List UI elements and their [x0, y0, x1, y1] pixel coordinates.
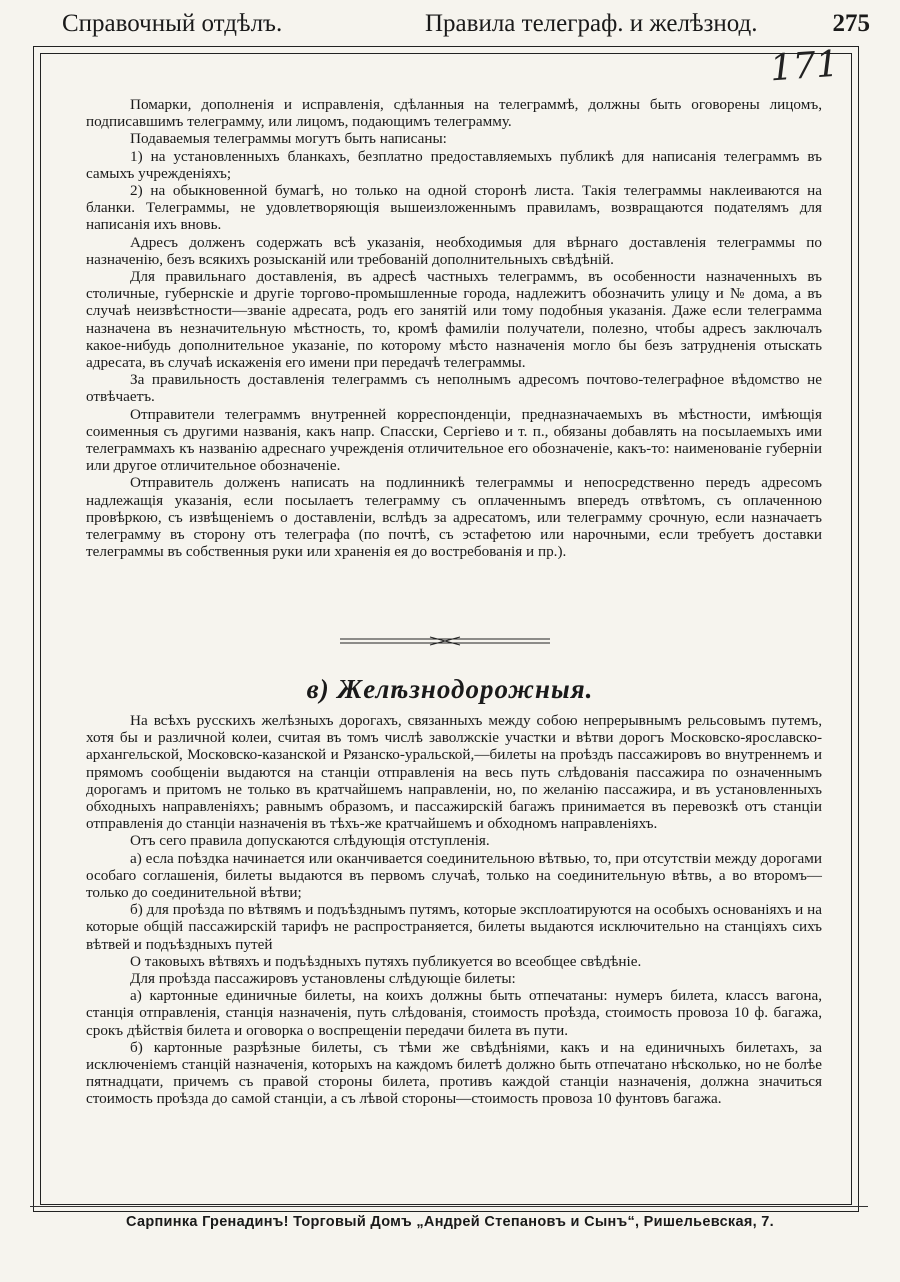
paragraph: Отправители телеграммъ внутренней корреспонденціи, предназначаемыхъ въ мѣстности, имѣющія соименныя съ другими названія, какъ напр. Спасски, Сергіево и т. п., обязаны добавлять на посылаемыхъ ими телеграммахъ къ названію адреснаго учрежденія отличительное его обозначеніе, какъ-то: наименованіе губерніи или другое отличительное обозначеніе.	[86, 405, 822, 475]
advertisement-footer: Сарпинка Гренадинъ! Торговый Домъ „Андрей Степановъ и Сынъ“, Ришельевская, 7.	[126, 1214, 774, 1230]
paragraph: 2) на обыкновенной бумагѣ, но только на одной сторонѣ листа. Такія телеграммы наклеиваются на бланки. Телеграммы, не удовлетворяющія вышеизложеннымъ правиламъ, возвращаются подателямъ для написанія ихъ вновь.	[86, 182, 822, 234]
paragraph: За правильность доставленія телеграммъ съ неполнымъ адресомъ почтово-телеграфное вѣдомство не отвѣчаетъ.	[86, 371, 822, 406]
running-head-right: Правила телеграф. и желѣзнод.	[425, 10, 758, 37]
running-head-left: Справочный отдѣлъ.	[62, 10, 283, 37]
section-title-railway: в) Желѣзнодорожныя.	[306, 674, 594, 704]
bottom-rule	[30, 1206, 868, 1207]
paragraph: О таковыхъ вѣтвяхъ и подъѣздныхъ путяхъ публикуется во всеобщее свѣдѣніе.	[130, 952, 642, 970]
handwritten-folio-mark: 171	[768, 43, 841, 90]
paragraph: Подаваемыя телеграммы могутъ быть написаны:	[130, 130, 447, 148]
paragraph: Помарки, дополненія и исправленія, сдѣланныя на телеграммѣ, должны быть оговорены лицомъ, подписавшимъ телеграмму, или лицомъ, подающимъ телеграмму.	[86, 96, 822, 131]
paragraph: Отъ сего правила допускаются слѣдующія отступленія.	[130, 832, 490, 850]
telegraph-rules-text	[86, 96, 822, 560]
paragraph: Для проѣзда пассажировъ установлены слѣдующіе билеты:	[130, 970, 516, 988]
paragraph: б) для проѣзда по вѣтвямъ и подъѣзднымъ путямъ, которые эксплоатируются на особыхъ основаніяхъ и на которые общій пассажирскій тарифъ не распространяется, билеты выдаются исключительно на станціяхъ сихъ вѣтвей и подъѣздныхъ путей	[86, 901, 822, 953]
paragraph: б) картонные разрѣзные билеты, съ тѣми же свѣдѣніями, какъ и на единичныхъ билетахъ, за исключеніемъ станцій назначенія, которыхъ на каждомъ билетѣ должно быть отпечатано нѣсколько, но не болѣе пятнадцати, причемъ съ правой стороны билета, противъ каждой станціи назначенія, должна значиться стоимость проѣзда до самой станціи, а съ лѣвой стороны—стоимость провоза 10 фунтовъ багажа.	[86, 1038, 822, 1108]
section-divider	[340, 636, 550, 646]
paragraph: а) еслa поѣздка начинается или оканчивается соединительною вѣтвью, то, при отсутствіи между дорогами особаго соглашенія, билеты выдаются въ первомъ случаѣ, только на соединительную вѣтвь, а во второмъ—только до соединительной вѣтви;	[86, 849, 822, 902]
paragraph: а) картонные единичные билеты, на коихъ должны быть отпечатаны: нумеръ билета, классъ вагона, станція отправленія, станція назначенія, путь слѣдованія, стоимость проѣзда, стоимость провоза 10 ф. багажа, срокъ дѣйствія билета и оговорка о воспрещеніи передачи билета въ пути.	[86, 987, 822, 1039]
paragraph: На всѣхъ русскихъ желѣзныхъ дорогахъ, связанныхъ между собою непрерывнымъ рельсовымъ путемъ, хотя бы и различной колеи, считая въ томъ числѣ заволжскіе участки и вѣтви дорогъ Московско-ярославско-архангельской, Московско-казанской и Рязанско-уральской,—билеты на проѣздъ пассажировъ во внутреннемъ и прямомъ сообщеніи выдаются на станціи отправленія на весь путь слѣдованія пассажира по означеннымъ дорогамъ и притомъ не только въ кратчайшемъ направленіи, но, по желанію пассажира, и въ установленныхъ обходныхъ направленіяхъ; равнымъ образомъ, и пассажирскій багажъ принимается въ перевозкѣ отъ станціи отправленія до станціи назначенія въ тѣхъ-же кратчайшемъ и обходномъ направленіяхъ.	[86, 712, 822, 833]
page-header	[30, 4, 870, 44]
page-number: 275	[832, 10, 870, 37]
paragraph: Адресъ долженъ содержать всѣ указанія, необходимыя для вѣрнаго доставленія телеграммы по назначенію, безъ всякихъ розысканій или требованій дополнительныхъ свѣдѣній.	[86, 233, 822, 268]
railway-rules-text	[86, 712, 822, 1108]
paragraph: Отправитель долженъ написать на подлинникѣ телеграммы и непосредственно передъ адресомъ надлежащія указанія, если посылаетъ телеграмму съ оплаченнымъ впередъ отвѣтомъ, съ оплаченною провѣркою, съ извѣщеніемъ о доставленіи, вслѣдъ за адресатомъ, или телеграмму срочную, если назначаетъ телеграмму въ сторону отъ телеграфа (по почтѣ, съ эстафетою или нарочными, если требуетъ доставки телеграммы въ собственныя руки или храненія ея до востребованія и пр.).	[86, 474, 822, 561]
paragraph: Для правильнаго доставленія, въ адресѣ частныхъ телеграммъ, въ особенности назначенныхъ въ столичные, губернскіе и другіе торгово-промышленные города, надлежитъ обозначить улицу и № дома, а въ случаѣ неизвѣстности—званіе адресата, родъ его занятій или тому подобныя указанія. Даже если телеграмма назначена въ незначительную мѣстность, то, кромѣ фамиліи получатели, полезно, чтобы адресъ заключалъ какое-нибудь дополнительное указаніе, по которому мѣсто назначенія могло бы безъ затрудненія отыскать адресата, въ случаѣ искаженія его имени при передачѣ телеграммы.	[86, 268, 822, 372]
paragraph: 1) на установленныхъ бланкахъ, безплатно предоставляемыхъ публикѣ для написанія телеграммъ въ самыхъ учрежденіяхъ;	[86, 147, 822, 182]
